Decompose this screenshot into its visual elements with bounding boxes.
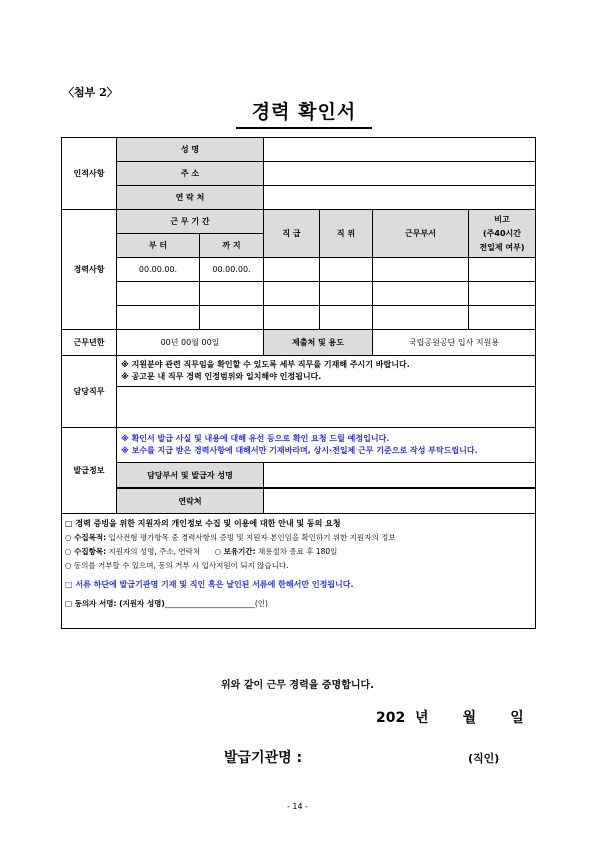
issue-date-line: 202 년 월 일: [376, 710, 524, 726]
issue-notice-line2: ※ 보수를 지급 받은 경력사항에 대해서만 기재바라며, 상시·전일제 근무 기준으로 작성 부탁드립니다.: [121, 446, 478, 455]
address-label: 주 소: [117, 162, 264, 186]
career-row-position[interactable]: [320, 282, 373, 306]
privacy-purpose: [65, 531, 532, 545]
note-header-line3: 전일제 여부): [479, 242, 525, 252]
duty-field[interactable]: [117, 387, 536, 428]
issuer-name-field[interactable]: [264, 463, 536, 488]
career-row-from[interactable]: [117, 282, 200, 306]
career-row-from[interactable]: [117, 306, 200, 330]
duty-label: 담당직무: [62, 356, 117, 428]
privacy-retention-label: ○ 보유기간:: [214, 547, 256, 556]
privacy-heading: □ 경력 증빙을 위한 지원자의 개인정보 수집 및 이용에 대한 안내 및 동의 요청: [65, 519, 341, 528]
privacy-items: [65, 545, 532, 559]
issue-label: 발급정보: [62, 428, 117, 514]
attachment-label: 〈첨부 2〉: [63, 86, 118, 99]
privacy-items-label: ○ 수집항목:: [65, 547, 107, 556]
career-section-label: 경력사항: [62, 210, 117, 330]
purpose-value: 국립공원공단 입사 지원용: [373, 330, 536, 356]
career-row-note[interactable]: [469, 306, 536, 330]
career-row-grade[interactable]: [264, 282, 320, 306]
career-row-department[interactable]: [373, 306, 469, 330]
page-number: - 14 -: [286, 802, 309, 811]
career-row-department[interactable]: [373, 258, 469, 282]
duty-notice-line1: ※ 지원분야 관련 직무임을 확인할 수 있도록 세부 직무를 기재해 주시기 바랍니다.: [121, 360, 410, 369]
career-row-position[interactable]: [320, 306, 373, 330]
grade-header: 직 급: [264, 210, 320, 258]
issuer-contact-field[interactable]: [264, 489, 536, 514]
career-row-grade[interactable]: [264, 258, 320, 282]
seal-notice: □ 서류 하단에 발급기관명 기재 및 직인 혹은 날인된 서류에 한해서만 인정됩니다.: [65, 580, 354, 589]
duty-notice: [117, 356, 536, 387]
career-row-to[interactable]: 00.00.00.: [200, 258, 264, 282]
title-underline: [236, 127, 372, 129]
privacy-refuse: ○ 동의를 거부할 수 있으며, 동의 거부 시 입사지원이 되지 않습니다.: [65, 561, 289, 570]
issue-notice: [117, 428, 536, 463]
career-row-department[interactable]: [373, 282, 469, 306]
career-certificate-form: [61, 137, 536, 629]
privacy-purpose-text: 입사전형 평가항목 중 경력사항의 증빙 및 지원자 본인임을 확인하기 위한 지원자의 정보: [108, 533, 396, 542]
note-header-line2: (주40시간: [483, 228, 521, 238]
privacy-purpose-label: ○ 수집목적:: [65, 533, 107, 542]
consent-signature-blank[interactable]: ________________________: [164, 599, 255, 608]
position-header: 직 위: [320, 210, 373, 258]
career-row-grade[interactable]: [264, 306, 320, 330]
purpose-label: 제출처 및 용도: [264, 330, 373, 356]
official-seal-label: (직인): [468, 752, 500, 765]
contact-field[interactable]: [264, 186, 536, 210]
career-row-to[interactable]: [200, 282, 264, 306]
career-row-position[interactable]: [320, 258, 373, 282]
consent-signature-line: [65, 597, 532, 611]
department-header: 근무부서: [373, 210, 469, 258]
tenure-value[interactable]: 00년 00월 00일: [117, 330, 264, 356]
to-header: 까 지: [200, 234, 264, 258]
from-header: 부 터: [117, 234, 200, 258]
career-row-to[interactable]: [200, 306, 264, 330]
career-row-from[interactable]: 00.00.00.: [117, 258, 200, 282]
consent-label: □ 동의자 서명: (지원자 성명): [65, 599, 165, 608]
privacy-retention-text: 채용절차 종료 후 180일: [258, 547, 338, 556]
issuer-name-label: 담당부서 및 발급자 성명: [117, 463, 264, 488]
contact-label: 연 락 처: [117, 186, 264, 210]
issue-notice-line1: ※ 확인서 발급 사실 및 내용에 대해 유선 등으로 확인 요청 드릴 예정입니다.: [121, 434, 390, 443]
tenure-label: 근무년한: [62, 330, 117, 356]
personal-section-label: 인적사항: [62, 138, 117, 210]
name-field[interactable]: [264, 138, 536, 162]
duty-notice-line2: ※ 공고문 내 직무 경력 인정범위와 일치해야 인정됩니다.: [121, 372, 322, 381]
address-field[interactable]: [264, 162, 536, 186]
name-label: 성 명: [117, 138, 264, 162]
period-header: 근 무 기 간: [117, 210, 264, 234]
certify-statement: 위와 같이 근무 경력을 증명합니다.: [221, 680, 374, 691]
note-header: [469, 210, 536, 258]
career-row-note[interactable]: [469, 282, 536, 306]
privacy-items-text: 지원자의 성명, 주소, 연락처: [108, 547, 201, 556]
privacy-consent-block: [62, 514, 536, 629]
issuing-organization-label: 발급기관명 :: [224, 750, 303, 766]
career-row-note[interactable]: [469, 258, 536, 282]
issuer-contact-label: 연락처: [117, 489, 264, 514]
note-header-line1: 비고: [494, 214, 510, 224]
consent-seal-mark: (인): [254, 599, 268, 608]
document-title: 경력 확인서: [251, 101, 357, 123]
